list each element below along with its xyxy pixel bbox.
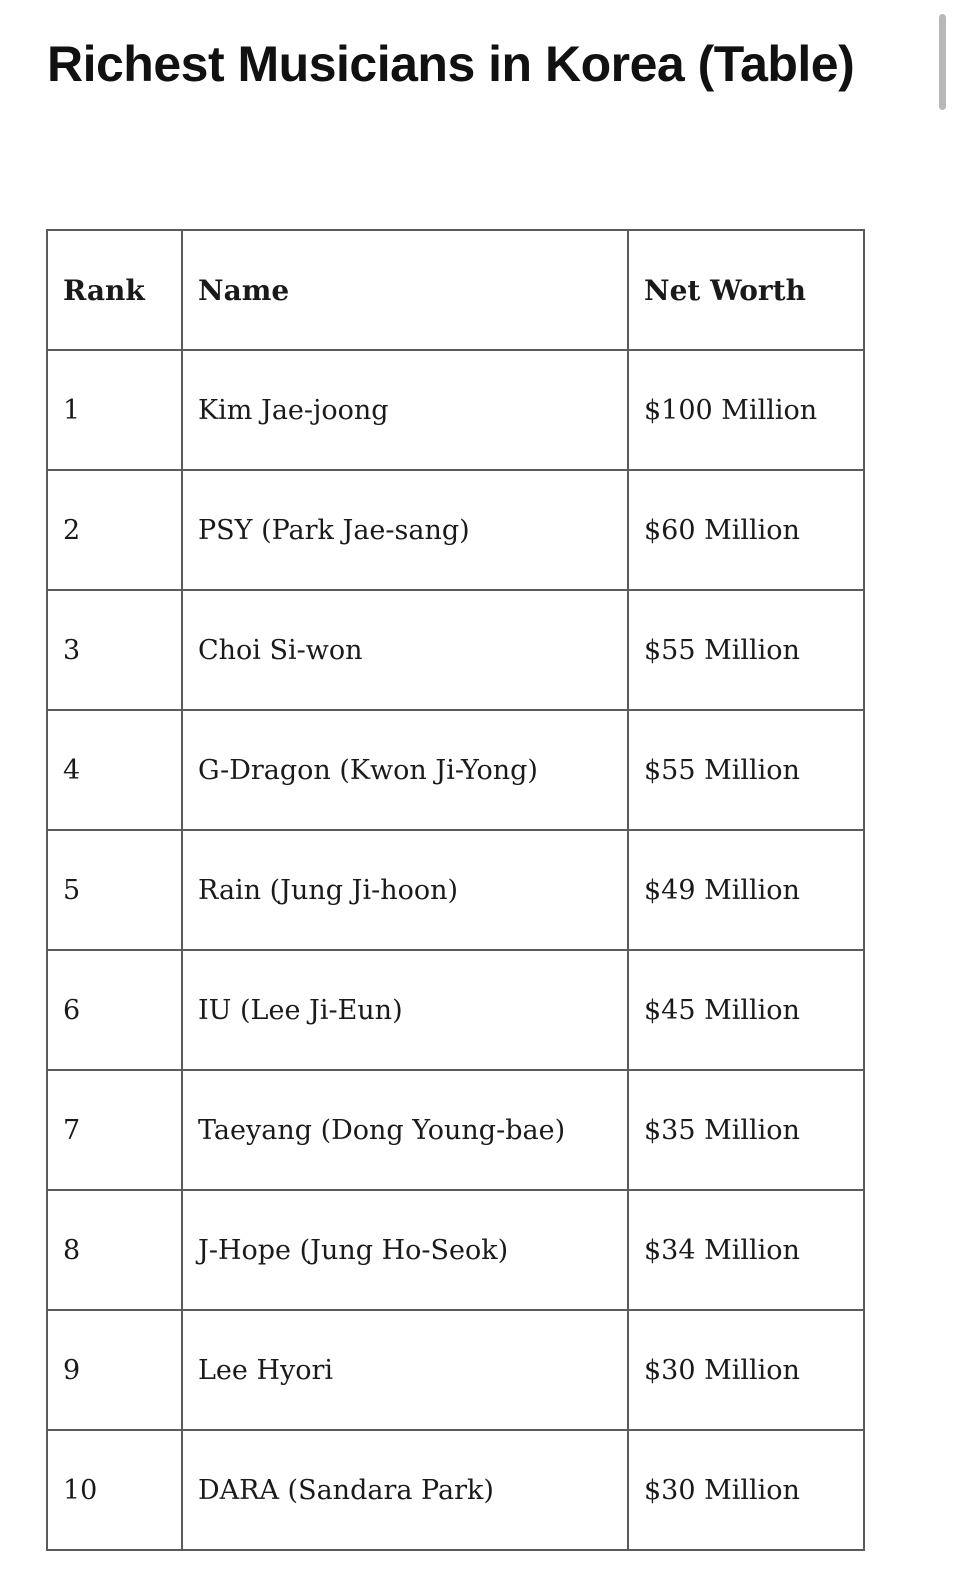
name-cell: J-Hope (Jung Ho-Seok) <box>182 1190 628 1310</box>
net-worth-cell: $55 Million <box>628 710 864 830</box>
rank-cell: 9 <box>47 1310 182 1430</box>
table-row <box>47 950 864 1070</box>
table-row <box>47 1190 864 1310</box>
table-row <box>47 710 864 830</box>
rank-cell: 8 <box>47 1190 182 1310</box>
name-cell: Kim Jae-joong <box>182 350 628 470</box>
name-cell: G-Dragon (Kwon Ji-Yong) <box>182 710 628 830</box>
name-cell: IU (Lee Ji-Eun) <box>182 950 628 1070</box>
table-row <box>47 350 864 470</box>
name-cell: DARA (Sandara Park) <box>182 1430 628 1550</box>
table-row <box>47 1430 864 1550</box>
name-cell: PSY (Park Jae-sang) <box>182 470 628 590</box>
table-row <box>47 1310 864 1430</box>
table-row <box>47 590 864 710</box>
rank-cell: 4 <box>47 710 182 830</box>
rank-cell: 2 <box>47 470 182 590</box>
net-worth-cell: $49 Million <box>628 830 864 950</box>
name-cell: Taeyang (Dong Young-bae) <box>182 1070 628 1190</box>
vertical-scrollbar[interactable] <box>939 14 946 110</box>
rank-cell: 6 <box>47 950 182 1070</box>
header-rank: Rank <box>47 230 182 350</box>
net-worth-cell: $30 Million <box>628 1310 864 1430</box>
table-header-row <box>47 230 864 350</box>
table-row <box>47 1070 864 1190</box>
rank-cell: 5 <box>47 830 182 950</box>
page-title: Richest Musicians in Korea (Table) <box>47 36 855 92</box>
name-cell: Choi Si-won <box>182 590 628 710</box>
net-worth-cell: $35 Million <box>628 1070 864 1190</box>
net-worth-cell: $60 Million <box>628 470 864 590</box>
table-row <box>47 830 864 950</box>
net-worth-cell: $34 Million <box>628 1190 864 1310</box>
table-row <box>47 470 864 590</box>
name-cell: Rain (Jung Ji-hoon) <box>182 830 628 950</box>
header-name: Name <box>182 230 628 350</box>
rank-cell: 7 <box>47 1070 182 1190</box>
rank-cell: 10 <box>47 1430 182 1550</box>
rank-cell: 1 <box>47 350 182 470</box>
net-worth-cell: $100 Million <box>628 350 864 470</box>
net-worth-cell: $30 Million <box>628 1430 864 1550</box>
net-worth-cell: $45 Million <box>628 950 864 1070</box>
richest-musicians-table <box>46 229 865 1551</box>
net-worth-cell: $55 Million <box>628 590 864 710</box>
name-cell: Lee Hyori <box>182 1310 628 1430</box>
header-net-worth: Net Worth <box>628 230 864 350</box>
rank-cell: 3 <box>47 590 182 710</box>
